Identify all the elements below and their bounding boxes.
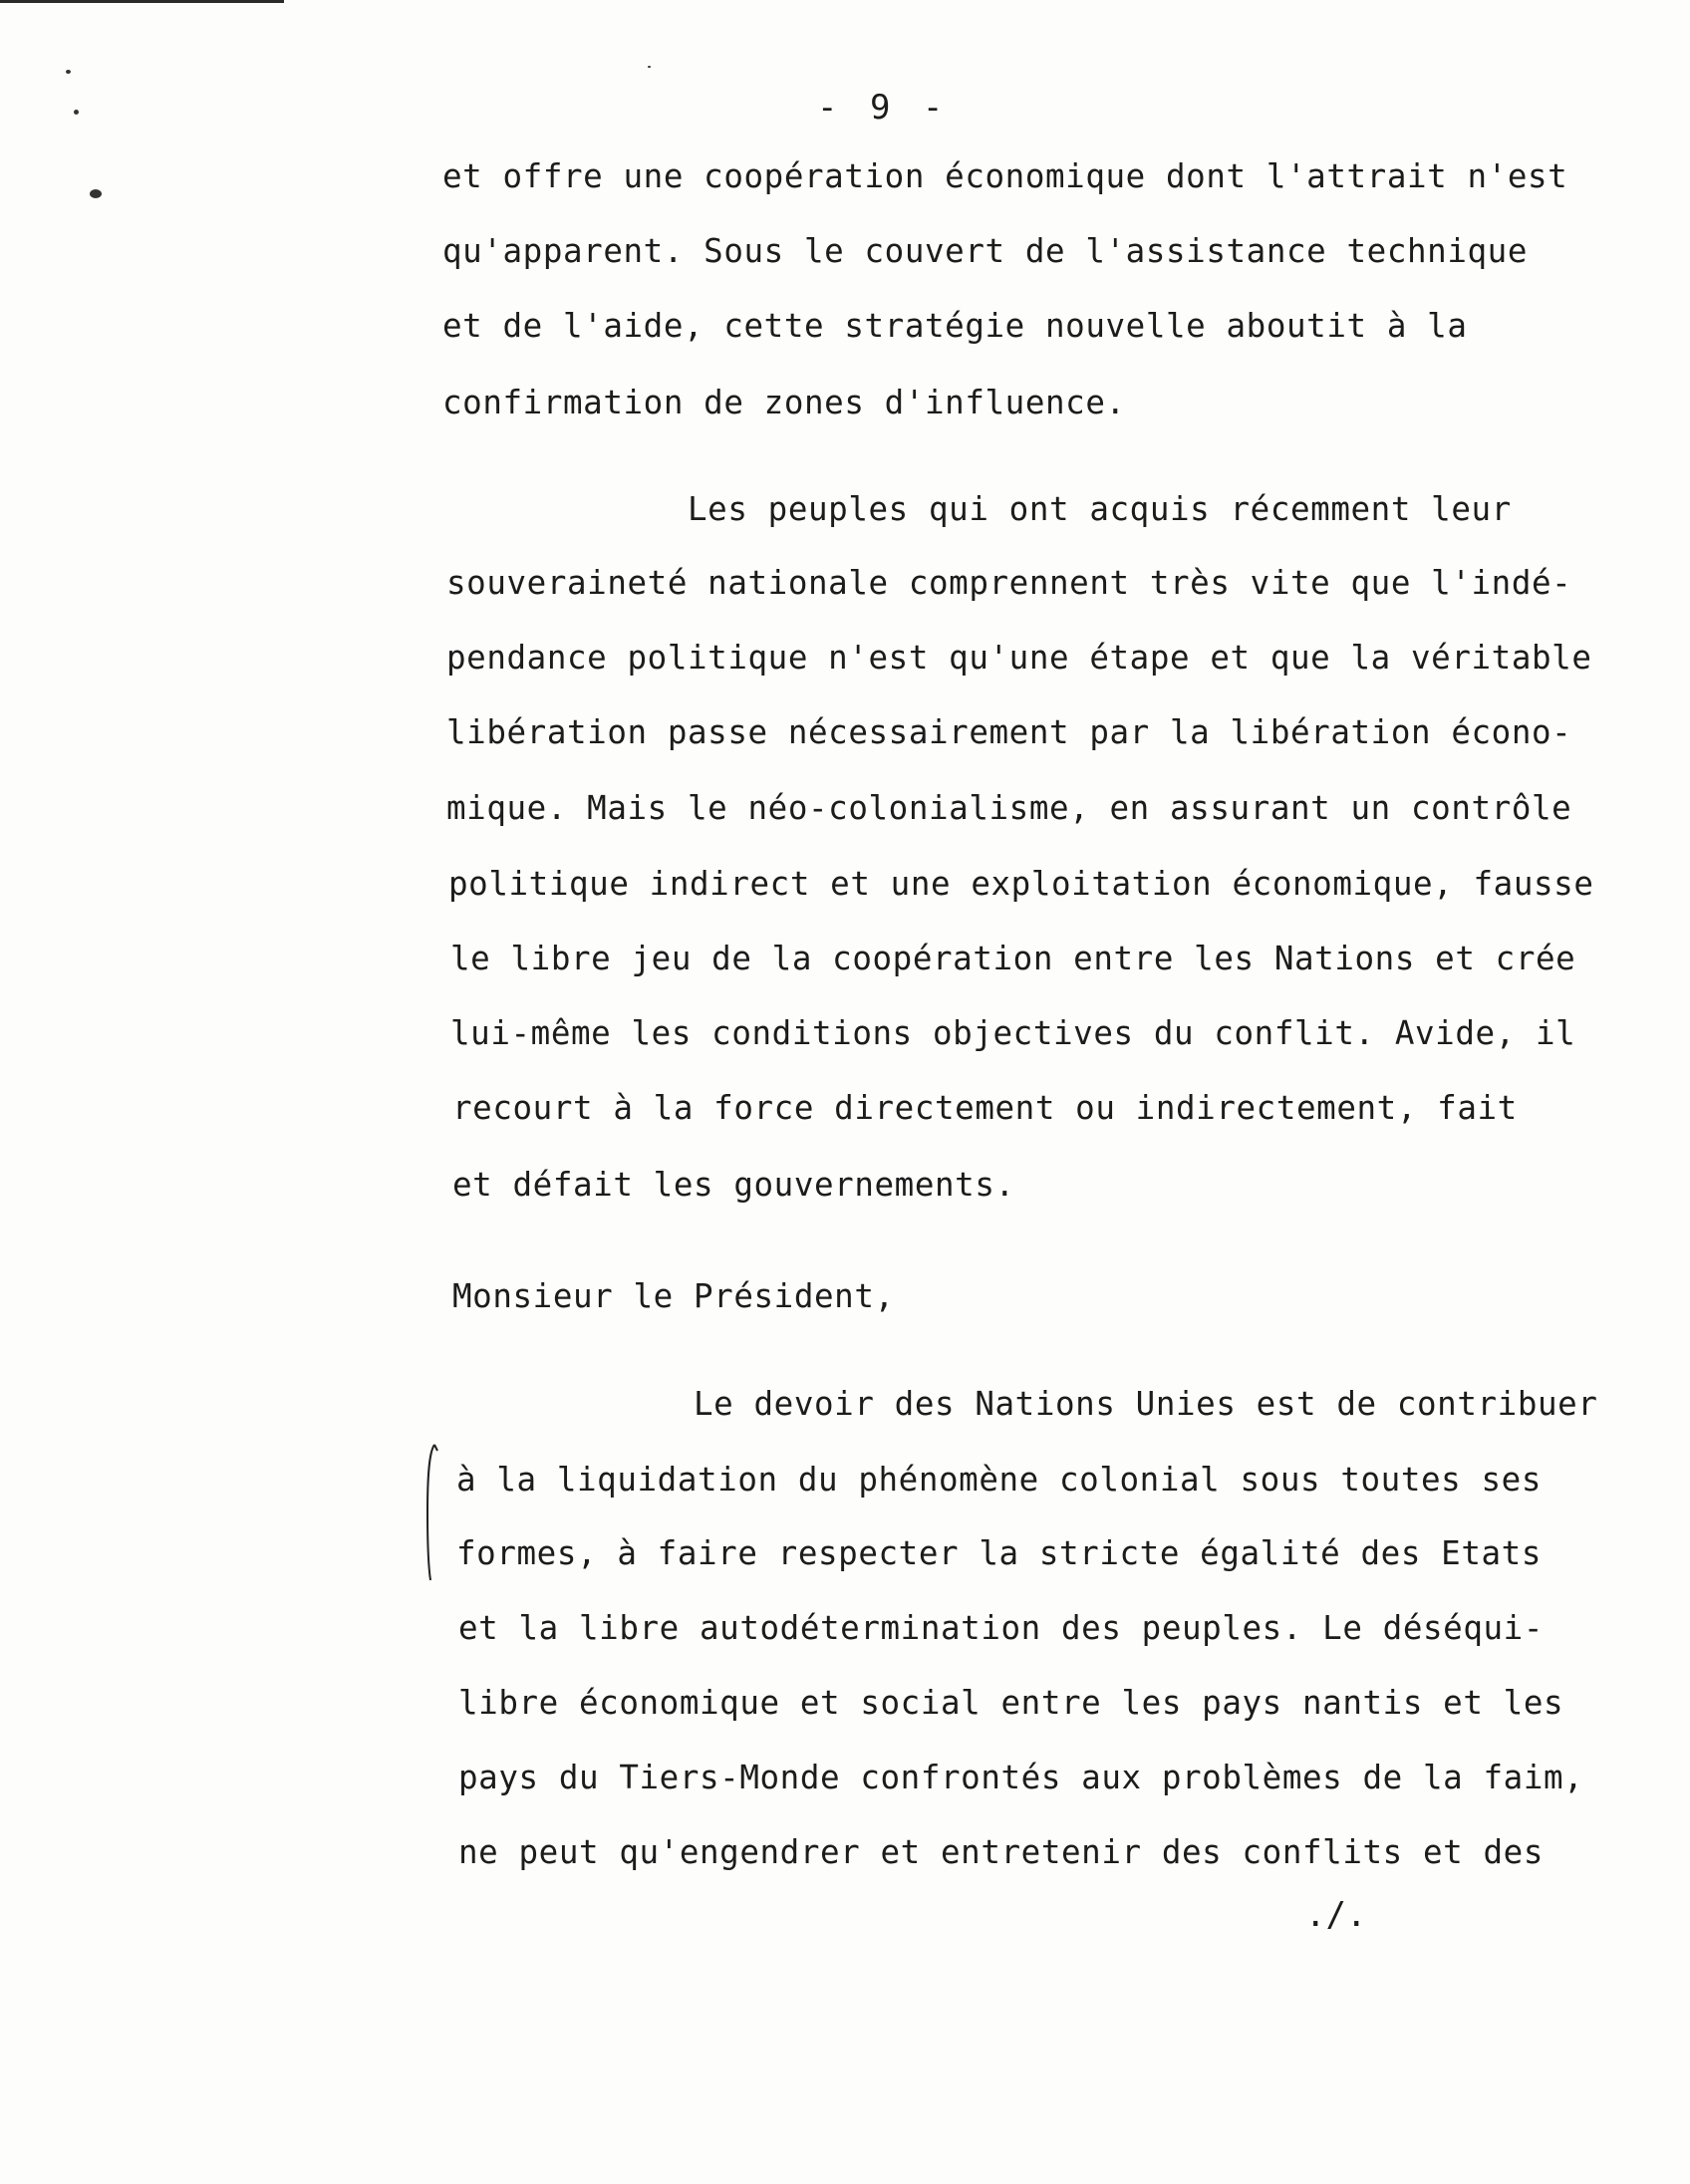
salutation: Monsieur le Président, <box>452 1277 895 1315</box>
text-line: et offre une coopération économique dont l'attrait n'est <box>442 157 1568 195</box>
continuation-mark: ./. <box>1305 1895 1367 1935</box>
text-line: libre économique et social entre les pays nantis et les <box>458 1684 1564 1722</box>
scan-speck <box>90 189 102 198</box>
text-line: politique indirect et une exploitation économique, fausse <box>448 865 1594 903</box>
text-line: et la libre autodétermination des peuples. Le déséqui- <box>458 1609 1544 1647</box>
text-line: et de l'aide, cette stratégie nouvelle aboutit à la <box>442 307 1468 345</box>
text-line: et défait les gouvernements. <box>452 1166 1015 1204</box>
text-line: souveraineté nationale comprennent très vite que l'indé- <box>446 564 1572 602</box>
scan-speck <box>66 70 71 74</box>
text-line: recourt à la force directement ou indirectement, fait <box>452 1089 1518 1127</box>
text-line: pays du Tiers-Monde confrontés aux problèmes de la faim, <box>458 1759 1584 1796</box>
text-line: qu'apparent. Sous le couvert de l'assistance technique <box>442 232 1528 270</box>
text-line: formes, à faire respecter la stricte égalité des Etats <box>456 1534 1542 1572</box>
text-line: confirmation de zones d'influence. <box>442 384 1126 421</box>
text-line: lui-même les conditions objectives du conflit. Avide, il <box>450 1014 1576 1052</box>
page-number: - 9 - <box>817 88 950 128</box>
text-line: le libre jeu de la coopération entre les Nations et crée <box>450 940 1576 977</box>
scan-speck <box>648 66 651 68</box>
text-line: Le devoir des Nations Unies est de contribuer <box>694 1385 1598 1423</box>
text-line: mique. Mais le néo-colonialisme, en assurant un contrôle <box>446 789 1572 827</box>
text-line: pendance politique n'est qu'une étape et que la véritable <box>446 639 1592 677</box>
text-line: Les peuples qui ont acquis récemment leur <box>688 490 1512 528</box>
text-line: ne peut qu'engendrer et entretenir des conflits et des <box>458 1833 1544 1871</box>
margin-bracket-mark <box>424 1443 438 1582</box>
text-line: à la liquidation du phénomène colonial sous toutes ses <box>456 1461 1542 1499</box>
scan-edge-line <box>0 0 284 3</box>
scan-speck <box>74 110 79 115</box>
text-line: libération passe nécessairement par la libération écono- <box>446 713 1572 751</box>
